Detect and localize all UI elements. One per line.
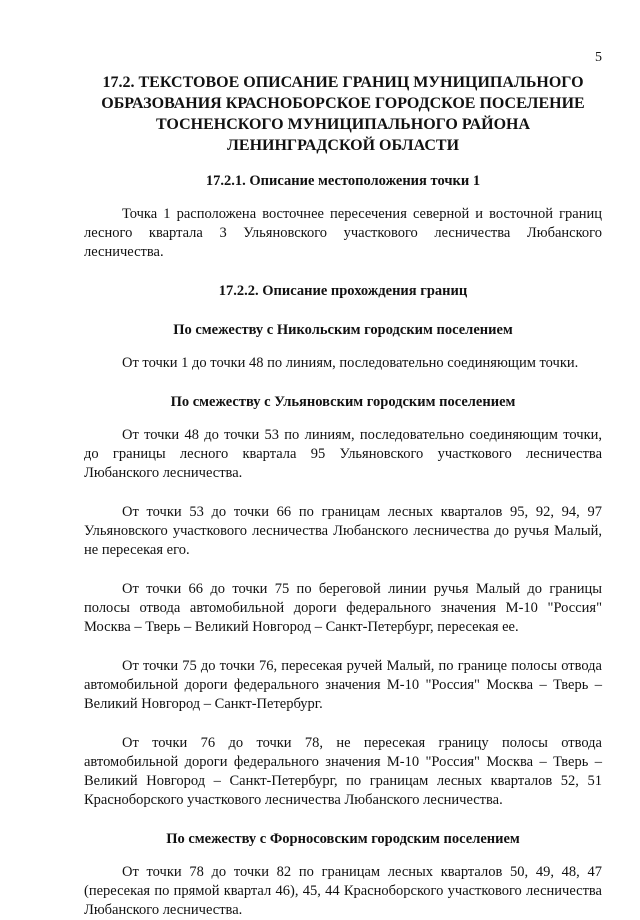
ulyanovsky-paragraph: От точки 76 до точки 78, не пересекая границу полосы отвода автомобильной дороги федерального значения М-10 "Россия" Москва – Тверь – Великий Новгород – Санкт-Петербург, по границам лесных кварталов 52, 51 Красноборского участкового лесничества Любанского лесничества. bbox=[84, 735, 602, 808]
document-body bbox=[84, 72, 602, 920]
ulyanovsky-heading: По смежеству с Ульяновским городским поселением bbox=[170, 394, 516, 410]
ulyanovsky-paragraph: От точки 53 до точки 66 по границам лесных кварталов 95, 92, 94, 97 Ульяновского участкового лесничества Любанского лесничества до ручья Малый, не пересекая его. bbox=[84, 504, 602, 558]
document-title bbox=[84, 72, 602, 156]
nikolsky-paragraph: От точки 1 до точки 48 по линиям, последовательно соединяющим точки. bbox=[122, 355, 579, 371]
nikolsky-heading: По смежеству с Никольским городским поселением bbox=[173, 322, 513, 338]
section-2-heading: 17.2.2. Описание прохождения границ bbox=[218, 283, 468, 299]
title-line: ТОСНЕНСКОГО МУНИЦИПАЛЬНОГО РАЙОНА bbox=[155, 116, 531, 133]
page-number: 5 bbox=[595, 50, 602, 65]
title-line: ЛЕНИНГРАДСКОЙ ОБЛАСТИ bbox=[226, 137, 460, 154]
title-line: 17.2. ТЕКСТОВОЕ ОПИСАНИЕ ГРАНИЦ МУНИЦИПАЛЬНОГО bbox=[102, 74, 584, 91]
ulyanovsky-paragraph: От точки 75 до точки 76, пересекая ручей Малый, по границе полосы отвода автомобильной дороги федерального значения М-10 "Россия" Москва – Тверь – Великий Новгород – Санкт-Петербург. bbox=[84, 658, 602, 712]
fornosovsky-paragraph: От точки 78 до точки 82 по границам лесных кварталов 50, 49, 48, 47 (пересекая по прямой квартал 46), 45, 44 Красноборского участкового лесничества Любанского лесничества. bbox=[84, 864, 602, 918]
ulyanovsky-paragraph: От точки 66 до точки 75 по береговой линии ручья Малый до границы полосы отвода автомобильной дороги федерального значения М-10 "Россия" Москва – Тверь – Великий Новгород – Санкт-Петербург, пересекая ее. bbox=[84, 581, 602, 635]
section-1-heading: 17.2.1. Описание местоположения точки 1 bbox=[205, 173, 481, 189]
ulyanovsky-paragraph: От точки 48 до точки 53 по линиям, последовательно соединяющим точки, до границы лесного квартала 95 Ульяновского участкового лесничества Любанского лесничества. bbox=[84, 427, 602, 481]
section-1-paragraph: Точка 1 расположена восточнее пересечения северной и восточной границ лесного квартала 3 Ульяновского участкового лесничества Любанского лесничества. bbox=[84, 206, 602, 260]
title-line: ОБРАЗОВАНИЯ КРАСНОБОРСКОЕ ГОРОДСКОЕ ПОСЕЛЕНИЕ bbox=[101, 95, 585, 112]
fornosovsky-heading: По смежеству с Форносовским городским поселением bbox=[166, 831, 520, 847]
